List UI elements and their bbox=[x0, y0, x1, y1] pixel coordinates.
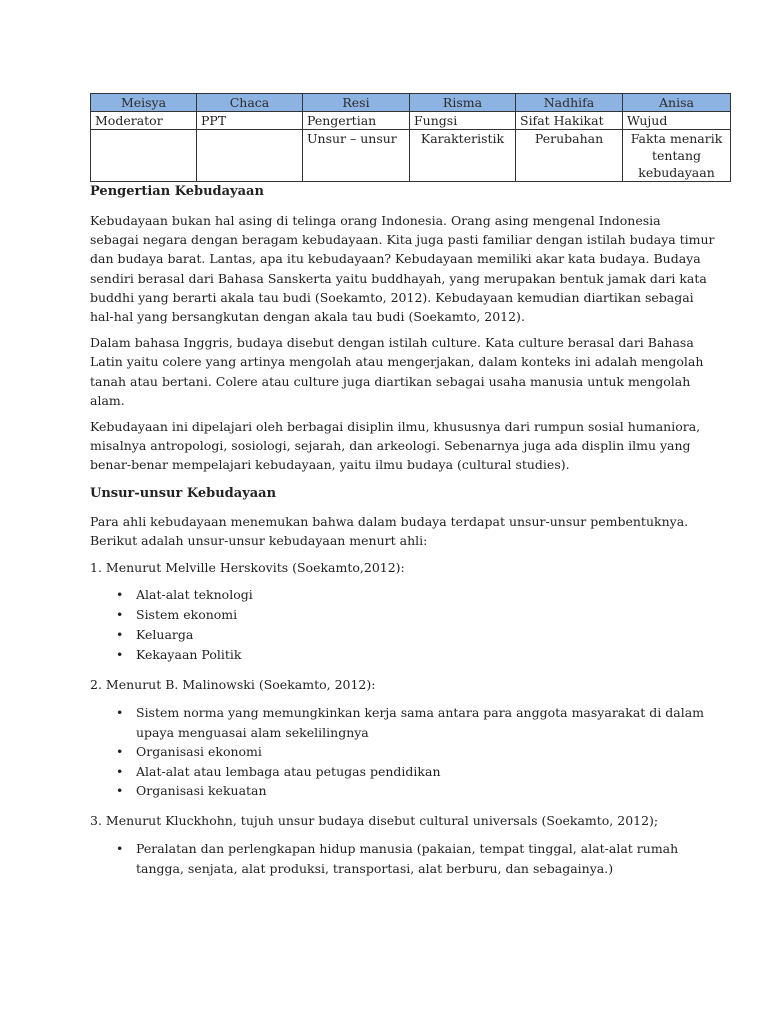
bullet-icon: • bbox=[116, 841, 124, 857]
list-item: • Keluarga bbox=[90, 625, 730, 645]
text-line: Kebudayaan bukan hal asing di telinga orang Indonesia. Orang asing mengenal Indonesia bbox=[90, 213, 661, 228]
bullet-list bbox=[90, 839, 730, 878]
list-item: • Peralatan dan perlengkapan hidup manusia (pakaian, tempat tinggal, alat-alat rumah tangga, senjata, alat produksi, transportasi, alat berburu, dan sebagainya.) bbox=[116, 841, 679, 876]
text-line: sebagai negara dengan beragam kebudayaan. Kita juga pasti familiar dengan istilah budaya timur bbox=[90, 232, 715, 248]
paragraph bbox=[90, 211, 730, 326]
list-item: • Sistem norma yang memungkinkan kerja sama antara para anggota masyarakat di dalam upaya menguasai alam sekelilingnya bbox=[116, 705, 704, 740]
bullet-icon: • bbox=[116, 627, 124, 643]
table-cell: Fakta menarik tentang kebudayaan bbox=[623, 130, 731, 182]
bullet-icon: • bbox=[116, 744, 124, 760]
text-line: tanah atau bertani. Colere atau culture juga diartikan sebagai usaha manusia untuk mengolah bbox=[90, 373, 691, 389]
text-line: Para ahli kebudayaan menemukan bahwa dalam budaya terdapat unsur-unsur pembentuknya. bbox=[90, 513, 689, 529]
header-cell: Resi bbox=[303, 94, 410, 112]
header-cell: Anisa bbox=[623, 94, 731, 112]
list-heading: 3. Menurut Kluckhohn, tujuh unsur budaya disebut cultural universals (Soekamto, 2012); bbox=[90, 812, 659, 828]
table-cell: Karakteristik bbox=[410, 130, 516, 182]
header-cell: Chaca bbox=[197, 94, 303, 112]
table-cell: Perubahan bbox=[516, 130, 623, 182]
text-line: Latin yaitu colere yang artinya mengolah atau mengerjakan, dalam konteks ini adalah mengolah bbox=[90, 354, 704, 370]
table-cell: Fungsi bbox=[410, 112, 516, 130]
list-item: • Alat-alat teknologi bbox=[90, 585, 730, 605]
text-line: Berikut adalah unsur-unsur kebudayaan menurt ahli: bbox=[90, 532, 428, 548]
bullet-list bbox=[90, 703, 730, 801]
table-header-row bbox=[91, 94, 731, 112]
bullet-icon: • bbox=[116, 705, 124, 721]
list-item: • Sistem ekonomi bbox=[90, 605, 730, 625]
table-cell: Moderator bbox=[91, 112, 197, 130]
bullet-icon: • bbox=[116, 607, 124, 623]
bullet-icon: • bbox=[116, 647, 124, 663]
header-cell: Risma bbox=[410, 94, 516, 112]
table-cell: Wujud bbox=[623, 112, 731, 130]
header-cell: Meisya bbox=[91, 94, 197, 112]
table-cell: Pengertian bbox=[303, 112, 410, 130]
text-line: buddhi yang berarti akala tau budi (Soekamto, 2012). Kebudayaan kemudian diartikan sebagai bbox=[90, 289, 694, 305]
list-heading: 1. Menurut Melville Herskovits (Soekamto,2012): bbox=[90, 560, 405, 576]
text-line: hal-hal yang bersangkutan dengan akala tau budi (Soekamto, 2012). bbox=[90, 309, 525, 325]
table-cell: PPT bbox=[197, 112, 303, 130]
text-line: misalnya antropologi, sosiologi, sejarah, dan arkeologi. Sebenarnya juga ada displin ilmu yang bbox=[90, 438, 691, 454]
table-row bbox=[91, 112, 731, 130]
table-cell bbox=[91, 130, 197, 182]
role-assignment-table bbox=[90, 93, 731, 182]
section-heading: Unsur-unsur Kebudayaan bbox=[90, 485, 277, 501]
text-line: Kebudayaan ini dipelajari oleh berbagai disiplin ilmu, khususnya dari rumpun sosial humaniora, bbox=[90, 419, 701, 435]
header-cell: Nadhifa bbox=[516, 94, 623, 112]
paragraph bbox=[90, 417, 730, 475]
paragraph bbox=[90, 333, 730, 410]
list-item: • Organisasi kekuatan bbox=[90, 781, 730, 801]
section-heading: Pengertian Kebudayaan bbox=[90, 184, 264, 199]
text-line: benar-benar mempelajari kebudayaan, yaitu ilmu budaya (cultural studies). bbox=[90, 457, 570, 473]
table-row bbox=[91, 130, 731, 182]
list-item: • Organisasi ekonomi bbox=[90, 742, 730, 762]
bullet-icon: • bbox=[116, 763, 124, 779]
list-heading: 2. Menurut B. Malinowski (Soekamto, 2012): bbox=[90, 677, 376, 693]
text-line: alam. bbox=[90, 392, 125, 408]
document-page bbox=[90, 93, 730, 878]
paragraph bbox=[90, 512, 730, 550]
bullet-icon: • bbox=[116, 587, 124, 603]
bullet-list bbox=[90, 585, 730, 665]
bullet-icon: • bbox=[116, 783, 124, 799]
text-line: Dalam bahasa Inggris, budaya disebut dengan istilah culture. Kata culture berasal dari Bahasa bbox=[90, 335, 694, 351]
table-cell: Unsur – unsur bbox=[303, 130, 410, 182]
table-cell: Sifat Hakikat bbox=[516, 112, 623, 130]
list-item: • Alat-alat atau lembaga atau petugas pendidikan bbox=[90, 762, 730, 782]
text-line: dan budaya barat. Lantas, apa itu kebudayaan? Kebudayaan memiliki akar kata budaya. Budaya bbox=[90, 251, 701, 267]
table-cell bbox=[197, 130, 303, 182]
list-item: • Kekayaan Politik bbox=[90, 645, 730, 665]
text-line: sendiri berasal dari Bahasa Sanskerta yaitu buddhayah, yang merupakan bentuk jamak dari kata bbox=[90, 270, 707, 286]
